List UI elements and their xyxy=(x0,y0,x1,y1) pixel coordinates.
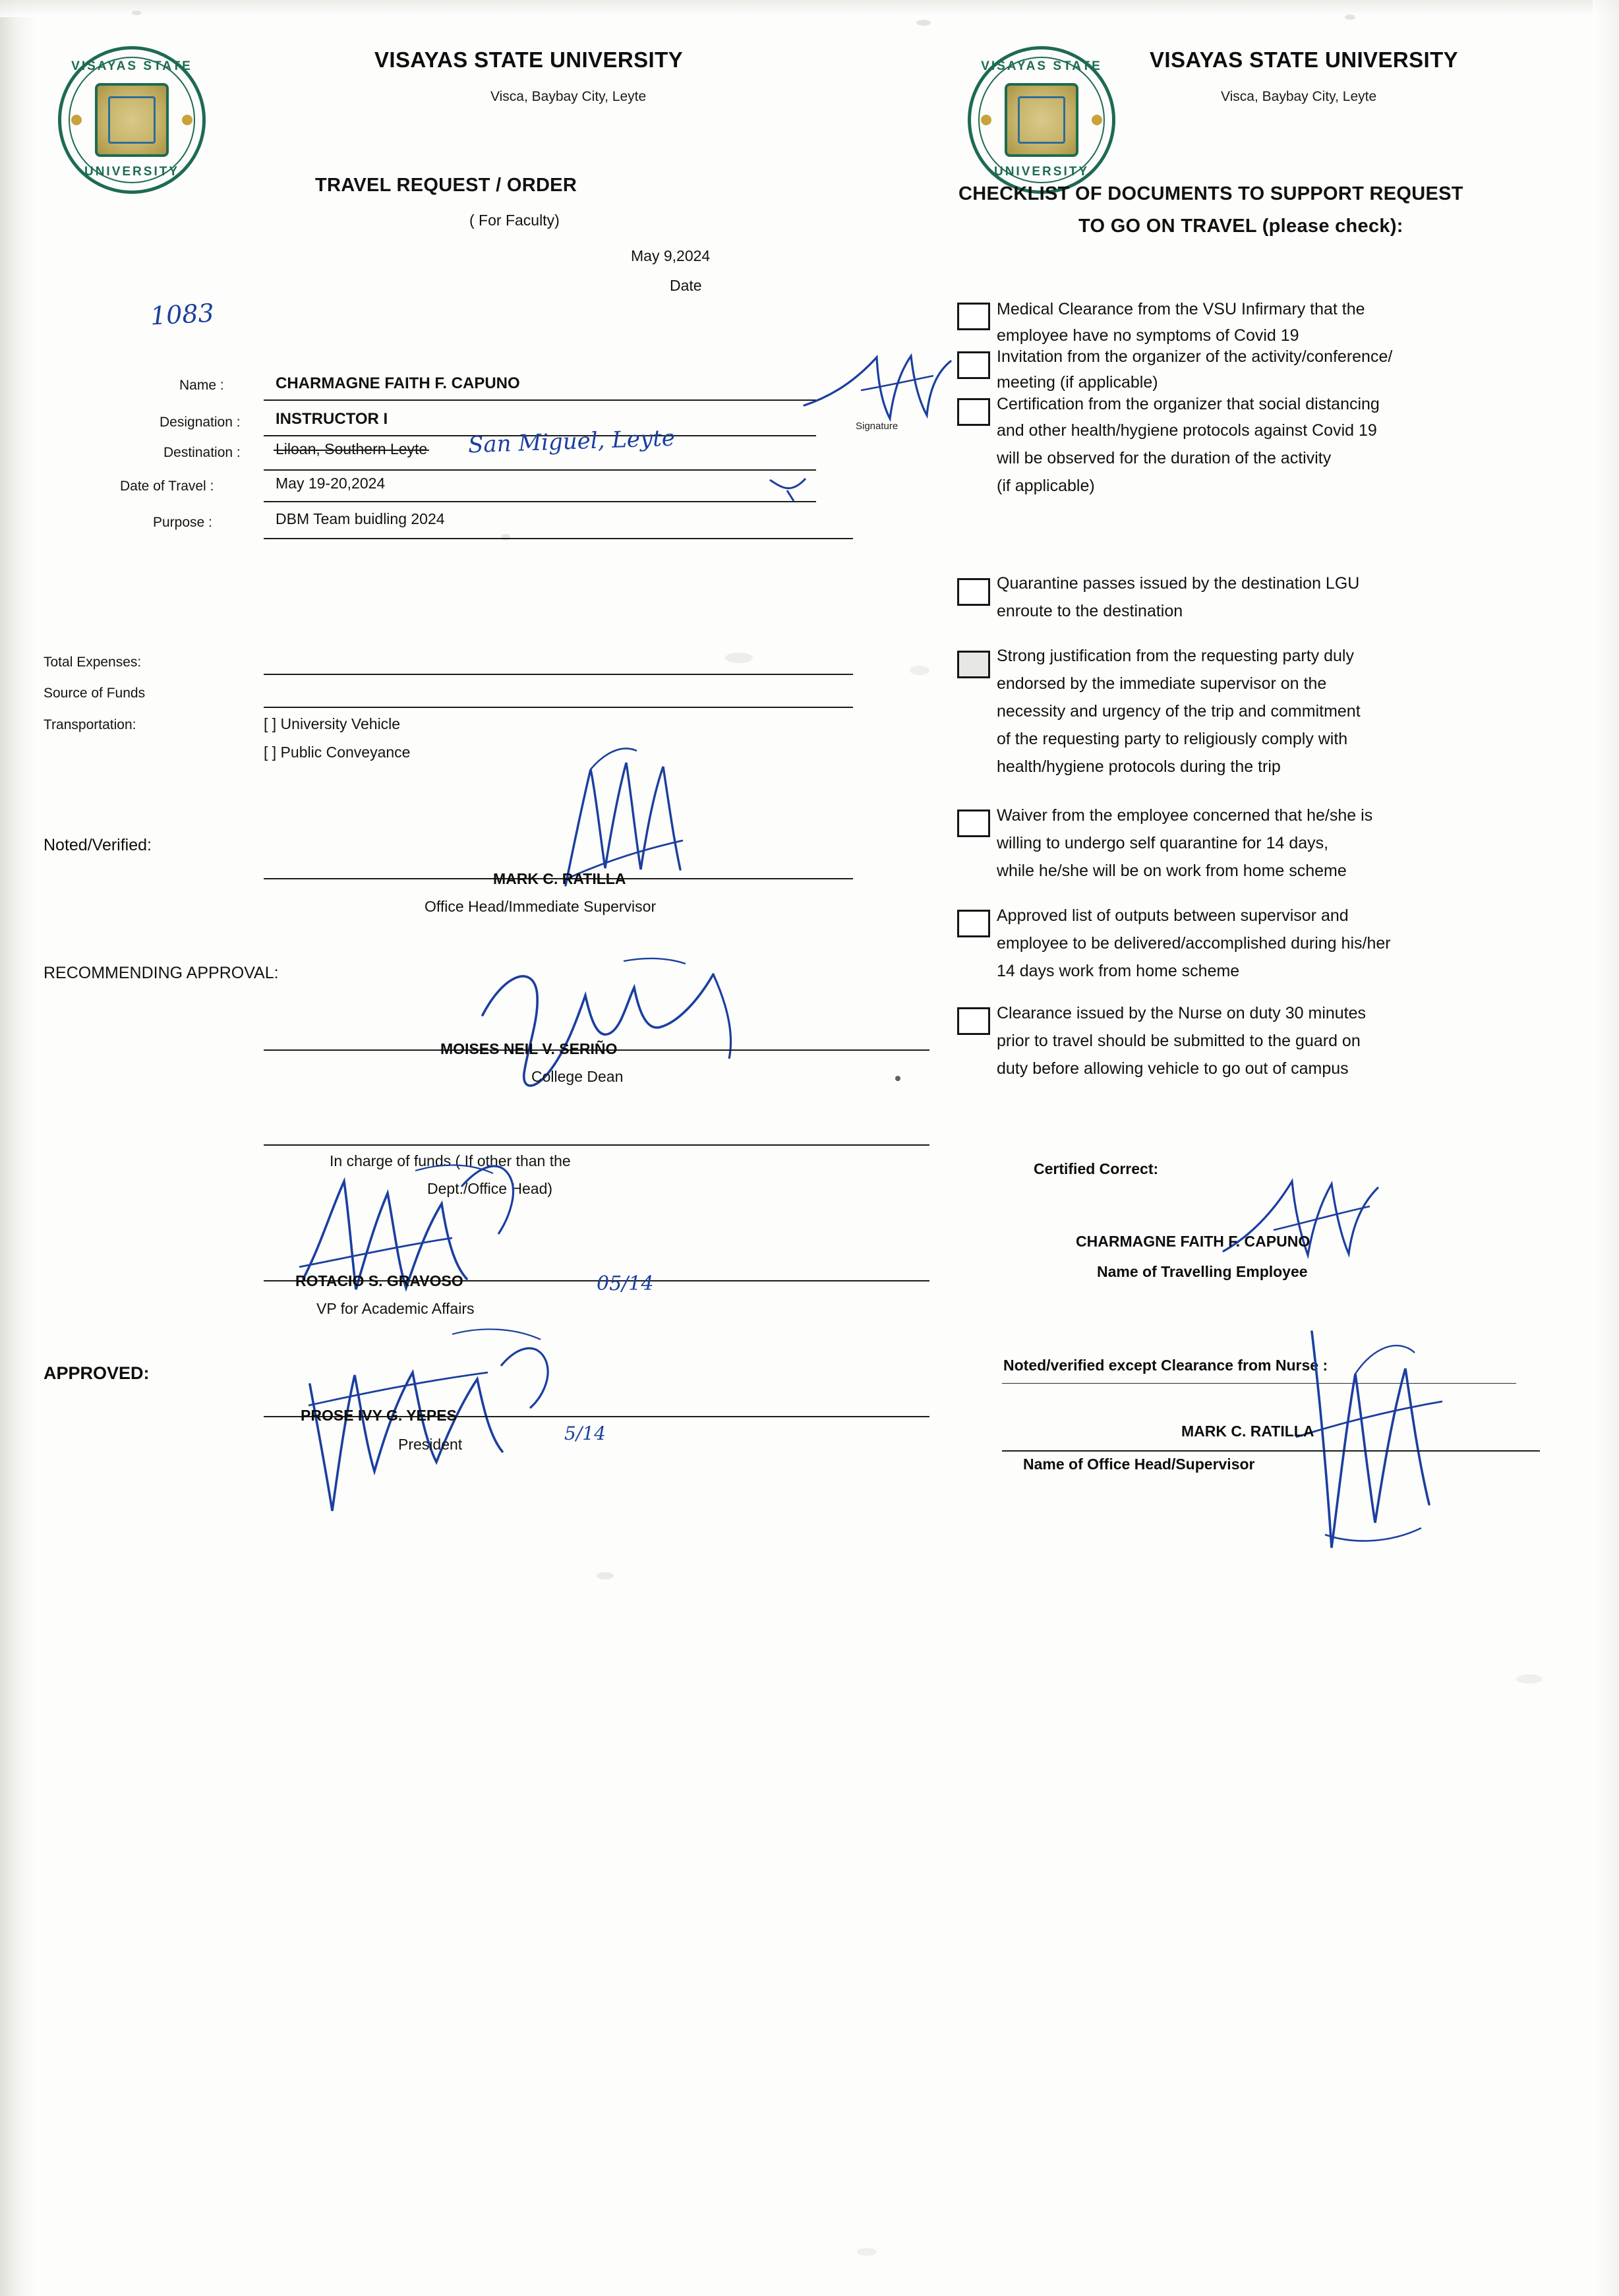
checklist-item-text: duty before allowing vehicle to go out of campus xyxy=(997,1059,1349,1078)
checklist-item-text: health/hygiene protocols during the trip xyxy=(997,757,1281,776)
signature-ink-ratilla-right xyxy=(1233,1305,1510,1582)
approval-heading-approved: APPROVED: xyxy=(44,1363,150,1383)
checklist-item-text: employee to be delivered/accomplished during his/her xyxy=(997,934,1391,953)
scan-edge-shadow-right xyxy=(1593,0,1619,2296)
university-seal-left xyxy=(58,46,206,194)
approval-heading-noted-verified: Noted/Verified: xyxy=(44,836,152,854)
checklist-checkbox[interactable] xyxy=(957,578,990,606)
certified-correct-name: CHARMAGNE FAITH F. CAPUNO xyxy=(1076,1233,1310,1250)
checklist-item-text: enroute to the destination xyxy=(997,602,1183,620)
checklist-item-text: while he/she will be on work from home scheme xyxy=(997,862,1347,880)
checklist-item-text: Strong justification from the requesting party duly xyxy=(997,647,1354,665)
checklist-checkbox[interactable] xyxy=(957,651,990,678)
approval-position-incharge-funds-line1: In charge of funds ( If other than the xyxy=(330,1152,571,1169)
scan-speck xyxy=(916,20,931,26)
checklist-item-text: prior to travel should be submitted to the guard on xyxy=(997,1032,1361,1050)
scan-edge-shadow-top xyxy=(0,0,1619,17)
seal-arc-top-text: VISAYAS STATE xyxy=(71,59,192,73)
university-seal-right xyxy=(968,46,1115,194)
scan-speck xyxy=(501,534,510,541)
field-rule-purpose xyxy=(264,538,853,539)
control-number-handwritten: 1083 xyxy=(149,298,215,331)
field-value-name: CHARMAGNE FAITH F. CAPUNO xyxy=(276,374,520,392)
approval-position-yepes: President xyxy=(398,1436,463,1453)
checklist-item-text: willing to undergo self quarantine for 14 days, xyxy=(997,834,1329,852)
seal-arc-bottom-text: UNIVERSITY xyxy=(84,165,180,179)
approval-name-serino: MOISES NEIL V. SERIÑO xyxy=(440,1040,618,1057)
form-date-label: Date xyxy=(670,277,702,294)
field-rule-source-of-funds xyxy=(264,707,853,708)
transport-option-university-vehicle[interactable]: [ ] University Vehicle xyxy=(264,715,401,732)
certified-correct-caption: Name of Travelling Employee xyxy=(1097,1263,1308,1280)
field-value-designation: INSTRUCTOR I xyxy=(276,410,388,428)
approval-position-ratilla: Office Head/Immediate Supervisor xyxy=(425,898,657,915)
noted-verified-heading: Noted/verified except Clearance from Nurse : xyxy=(1003,1357,1328,1374)
checklist-checkbox[interactable] xyxy=(957,351,990,379)
noted-verified-rule xyxy=(1002,1450,1540,1452)
seal-arc-bottom-text: UNIVERSITY xyxy=(993,165,1090,179)
approval-rule-3 xyxy=(264,1144,929,1146)
checklist-item-text: of the requesting party to religiously comply with xyxy=(997,730,1348,748)
checklist-item-text: Invitation from the organizer of the activity/conference/ xyxy=(997,347,1393,366)
scan-speck xyxy=(857,2248,877,2256)
approval-position-incharge-funds-line2: Dept./Office Head) xyxy=(427,1180,553,1197)
field-label-date-of-travel: Date of Travel : xyxy=(120,479,214,494)
checklist-item-text: Clearance issued by the Nurse on duty 30 minutes xyxy=(997,1004,1367,1022)
scan-speck xyxy=(597,1572,614,1579)
transport-option-public-conveyance[interactable]: [ ] Public Conveyance xyxy=(264,744,411,761)
field-label-total-expenses: Total Expenses: xyxy=(44,655,142,670)
field-label-designation: Designation : xyxy=(160,415,241,430)
checklist-item-text: will be observed for the duration of the activity xyxy=(997,449,1332,467)
checklist-item-text: Approved list of outputs between supervisor and xyxy=(997,906,1349,925)
checklist-item-text: and other health/hygiene protocols against Covid 19 xyxy=(997,421,1377,440)
scan-speck xyxy=(1516,1674,1543,1684)
checklist-title-line1: CHECKLIST OF DOCUMENTS TO SUPPORT REQUEST xyxy=(958,183,1463,204)
date-initial-handwritten-yepes: 5/14 xyxy=(564,1423,606,1444)
form-date-value: May 9,2024 xyxy=(631,247,711,264)
checklist-item-text: Waiver from the employee concerned that he/she is xyxy=(997,806,1373,825)
field-label-purpose: Purpose : xyxy=(153,515,212,530)
signature-ink-serino xyxy=(468,935,784,1093)
scan-speck xyxy=(910,666,929,675)
approval-name-yepes: PROSE IVY G. YEPES xyxy=(301,1407,457,1424)
checklist-checkbox[interactable] xyxy=(957,303,990,330)
certified-correct-heading: Certified Correct: xyxy=(1034,1160,1159,1177)
checklist-item-text: Quarantine passes issued by the destination LGU xyxy=(997,574,1360,593)
approval-name-ratilla: MARK C. RATILLA xyxy=(493,870,626,887)
field-value-date-of-travel: May 19-20,2024 xyxy=(276,475,386,492)
field-rule-date-of-travel xyxy=(264,501,816,502)
checklist-title-line2: TO GO ON TRAVEL (please check): xyxy=(1078,216,1403,237)
checklist-checkbox[interactable] xyxy=(957,1007,990,1035)
field-rule-destination xyxy=(264,469,816,471)
scan-speck xyxy=(725,653,753,663)
destination-struck-text: Liloan, Southern Leyte xyxy=(276,440,428,457)
university-address-left: Visca, Baybay City, Leyte xyxy=(490,89,647,104)
noted-verified-heading-underline xyxy=(1002,1383,1516,1384)
field-rule-name xyxy=(264,399,816,401)
field-label-name: Name : xyxy=(179,378,224,393)
signature-ink-ratilla-left xyxy=(527,728,719,893)
approval-heading-recommending: RECOMMENDING APPROVAL: xyxy=(44,964,279,982)
date-initial-handwritten-gravoso: 05/14 xyxy=(597,1272,654,1295)
university-address-right: Visca, Baybay City, Leyte xyxy=(1221,89,1377,104)
approval-name-gravoso: ROTACIO S. GRAVOSO xyxy=(295,1272,463,1289)
signature-ink-capuno xyxy=(1213,1167,1398,1272)
signature-caption: Signature xyxy=(856,421,898,432)
approval-position-serino: College Dean xyxy=(531,1068,624,1085)
university-name-right: VISAYAS STATE UNIVERSITY xyxy=(1150,47,1459,72)
signature-ink-applicant xyxy=(798,343,956,428)
checklist-item-text: meeting (if applicable) xyxy=(997,373,1158,392)
noted-verified-caption: Name of Office Head/Supervisor xyxy=(1023,1456,1255,1473)
ink-dot-artifact xyxy=(895,1076,900,1081)
scan-speck xyxy=(132,11,141,15)
field-label-source-of-funds: Source of Funds xyxy=(44,686,146,701)
page-title: TRAVEL REQUEST / ORDER xyxy=(315,175,577,196)
field-label-destination: Destination : xyxy=(163,445,241,460)
checklist-item-text: 14 days work from home scheme xyxy=(997,962,1240,980)
checklist-item-text: employee have no symptoms of Covid 19 xyxy=(997,326,1299,345)
field-label-transportation: Transportation: xyxy=(44,717,136,732)
checklist-item-text: endorsed by the immediate supervisor on the xyxy=(997,674,1327,693)
seal-arc-top-text: VISAYAS STATE xyxy=(981,59,1102,73)
university-name-left: VISAYAS STATE UNIVERSITY xyxy=(374,47,684,72)
approval-position-gravoso: VP for Academic Affairs xyxy=(316,1300,475,1317)
scan-speck xyxy=(1345,15,1355,20)
field-rule-total-expenses xyxy=(264,674,853,675)
checklist-checkbox[interactable] xyxy=(957,910,990,937)
checklist-item-text: Medical Clearance from the VSU Infirmary that the xyxy=(997,300,1365,318)
field-value-destination xyxy=(276,440,427,458)
noted-verified-name: MARK C. RATILLA xyxy=(1181,1423,1314,1440)
checklist-checkbox[interactable] xyxy=(957,398,990,426)
scan-edge-shadow-left xyxy=(0,0,40,2296)
field-value-purpose: DBM Team buidling 2024 xyxy=(276,510,445,527)
checklist-item-text: (if applicable) xyxy=(997,477,1095,495)
destination-handwritten-correction: San Miguel, Leyte xyxy=(467,425,676,459)
signature-ink-gravoso xyxy=(283,1147,639,1318)
checklist-item-text: necessity and urgency of the trip and commitment xyxy=(997,702,1361,721)
page-subtitle: ( For Faculty) xyxy=(469,212,560,229)
checklist-item-text: Certification from the organizer that social distancing xyxy=(997,395,1380,413)
checklist-checkbox[interactable] xyxy=(957,809,990,837)
